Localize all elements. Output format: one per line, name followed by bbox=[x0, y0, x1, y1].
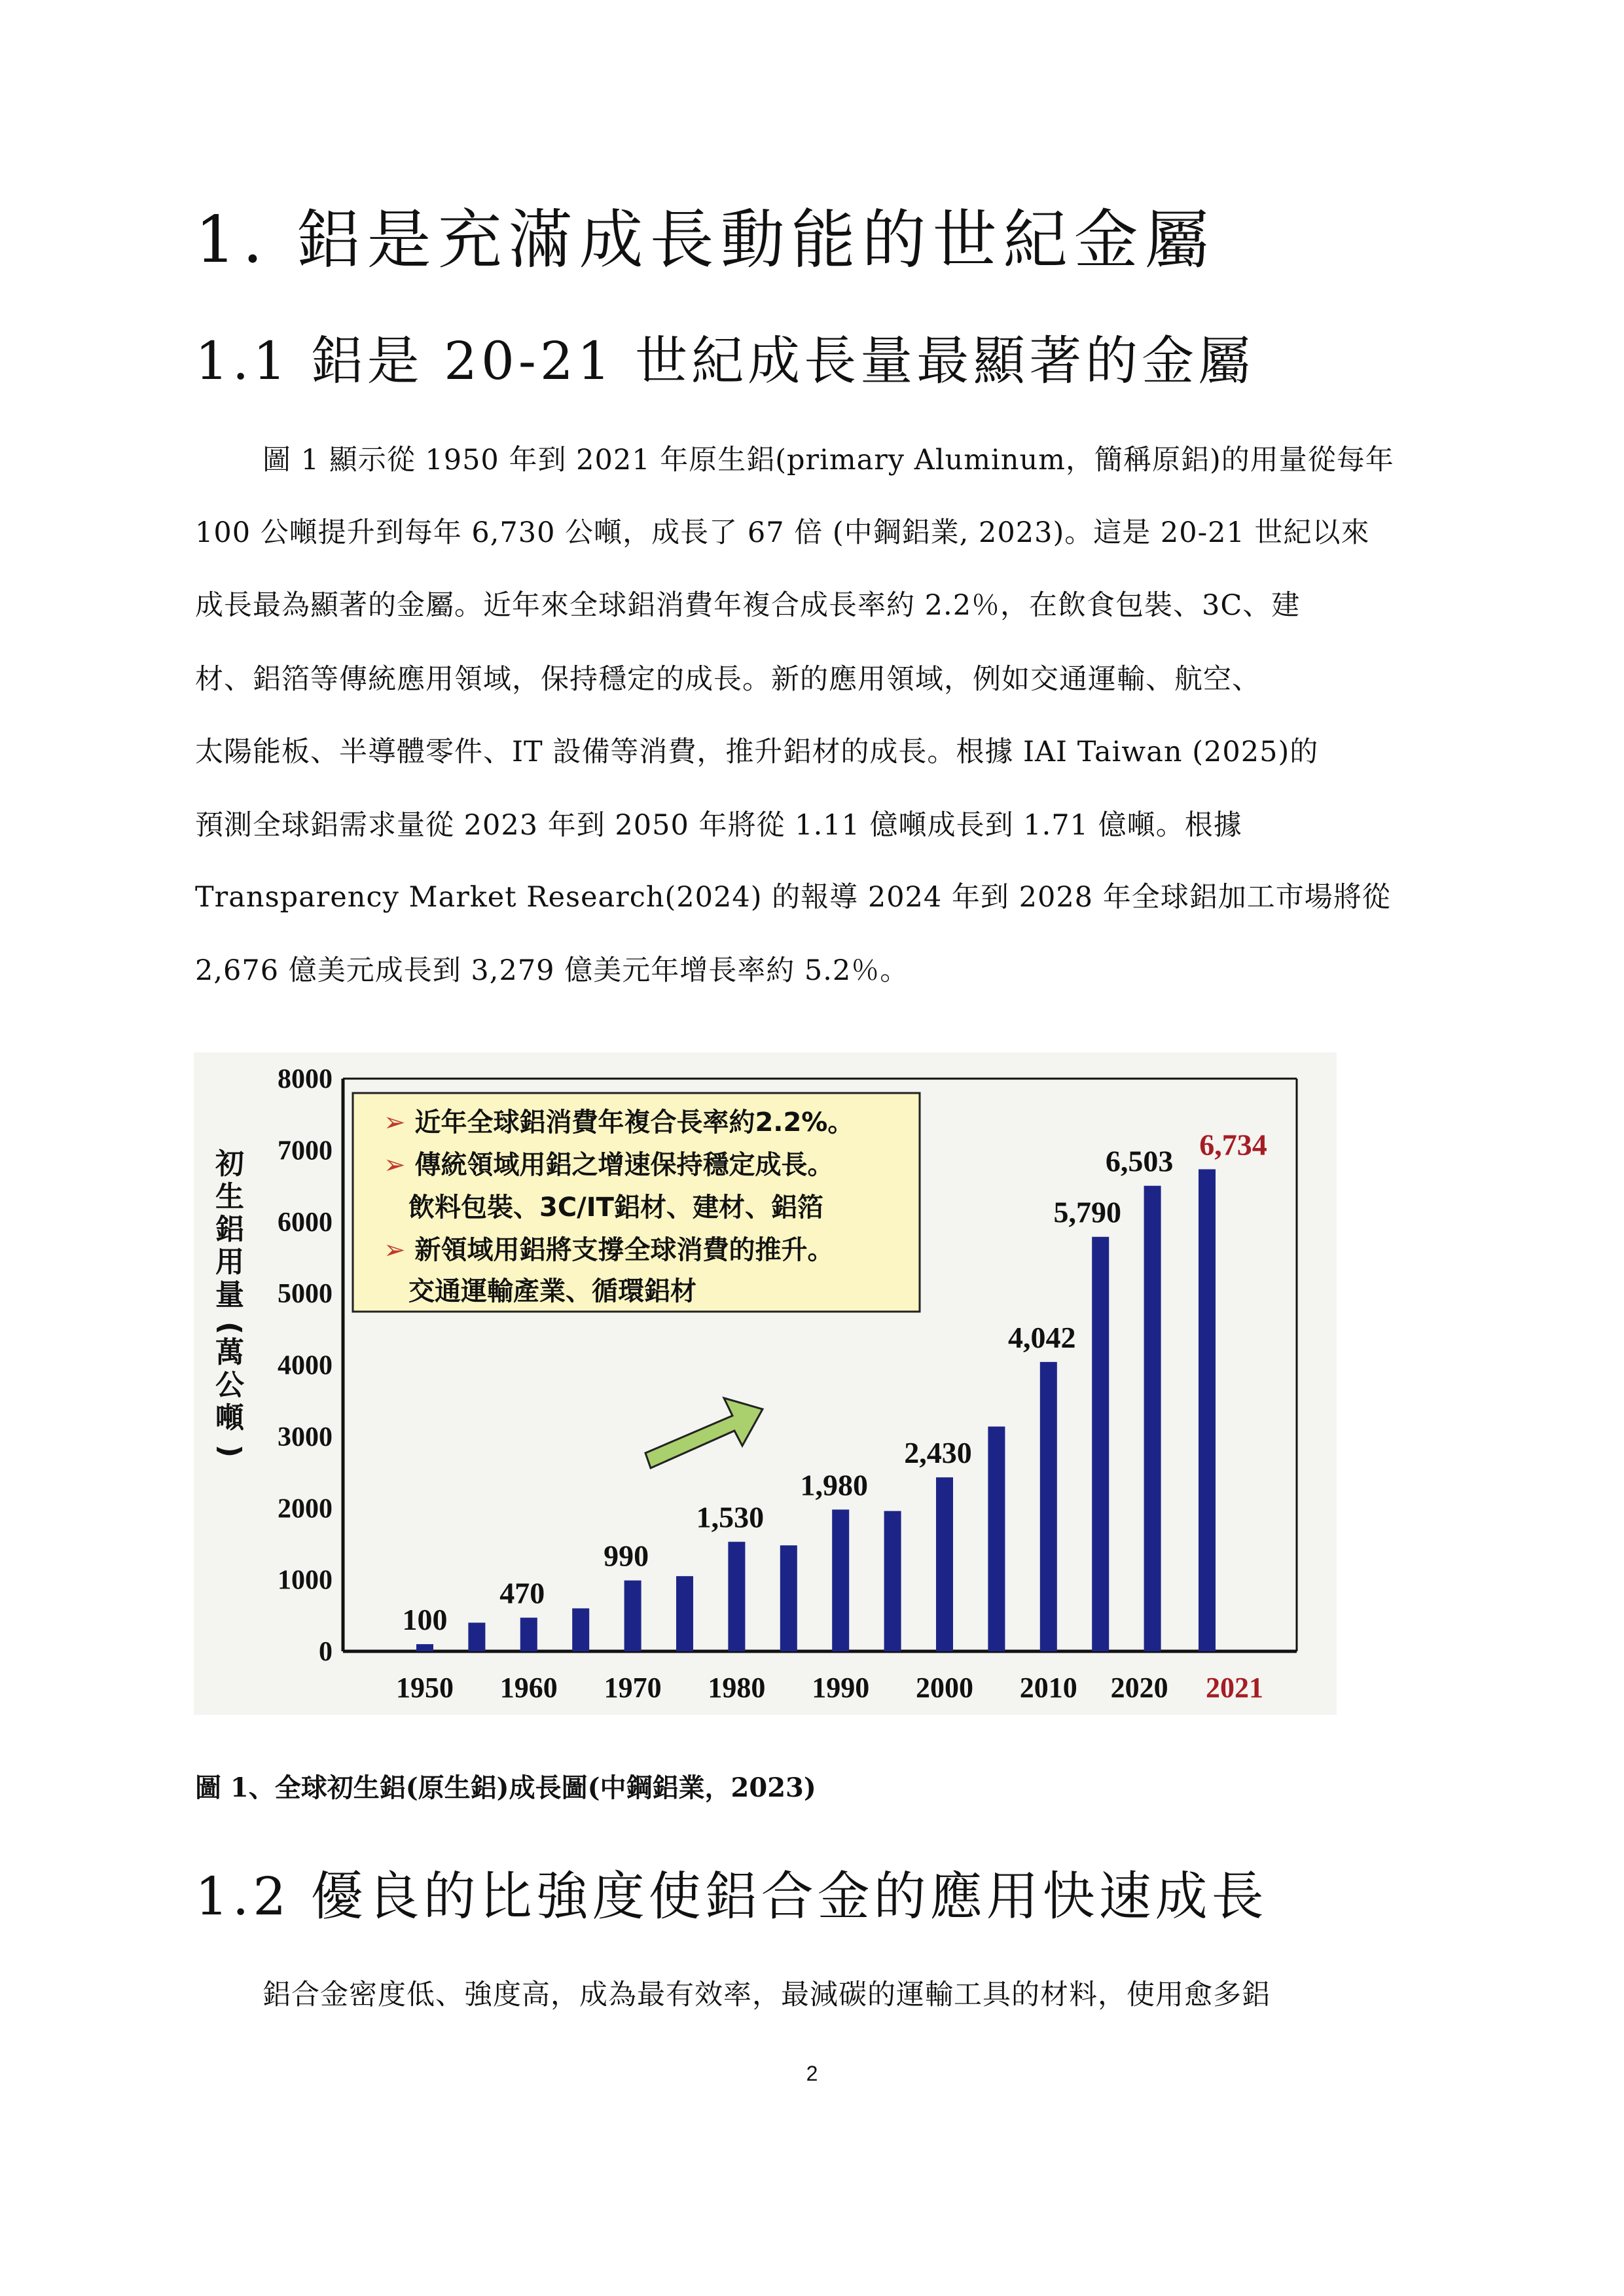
bar-1955 bbox=[468, 1623, 485, 1651]
paragraph-line: 100 公噸提升到每年 6,730 公噸，成長了 67 倍 (中鋼鋁業, 2023)。這是 20-21 世紀以來 bbox=[195, 516, 1370, 549]
y-tick-label: 3000 bbox=[278, 1422, 333, 1452]
annotation-line: ➢ 傳統領域用鋁之增速保持穩定成長。 bbox=[384, 1150, 834, 1180]
x-tick-label: 2020 bbox=[1110, 1672, 1168, 1704]
bar-2021 bbox=[1199, 1169, 1216, 1651]
bullet-arrow-icon: ➢ bbox=[384, 1107, 406, 1138]
y-label-char: 噸 bbox=[215, 1401, 244, 1435]
data-label: 6,503 bbox=[1105, 1144, 1174, 1178]
y-tick-label: 5000 bbox=[278, 1279, 333, 1310]
aluminum-growth-chart bbox=[194, 1052, 1337, 1715]
chapter-heading: 1. 鋁是充滿成長動能的世紀金屬 bbox=[195, 203, 1216, 278]
section-heading-1-1: 1.1 鋁是 20-21 世紀成長量最顯著的金屬 bbox=[195, 331, 1255, 391]
bullet-arrow-icon: ➢ bbox=[384, 1150, 406, 1180]
y-label-char: 量 bbox=[215, 1278, 244, 1312]
data-label: 6,734 bbox=[1199, 1128, 1267, 1162]
x-tick-labels bbox=[396, 1672, 1263, 1704]
paragraph-line: 2,676 億美元成長到 3,279 億美元年增長率約 5.2％。 bbox=[195, 954, 909, 987]
bar-1995 bbox=[884, 1511, 901, 1651]
x-tick-label: 2010 bbox=[1019, 1672, 1077, 1704]
y-tick-label: 2000 bbox=[278, 1494, 333, 1524]
paragraph-line: Transparency Market Research(2024) 的報導 2024 年到 2028 年全球鋁加工市場將從 bbox=[195, 881, 1391, 914]
paragraph-line: 預測全球鋁需求量從 2023 年到 2050 年將從 1.11 億噸成長到 1.71 億噸。根據 bbox=[195, 809, 1242, 842]
data-label: 1,980 bbox=[800, 1468, 868, 1502]
data-label: 990 bbox=[604, 1539, 649, 1573]
bar-1960 bbox=[520, 1618, 537, 1651]
y-tick-label: 7000 bbox=[278, 1136, 333, 1166]
x-tick-label: 2021 bbox=[1206, 1672, 1263, 1704]
paragraph-line: 圖 1 顯示從 1950 年到 2021 年原生鋁(primary Aluminum，簡稱原鋁)的用量從每年 bbox=[262, 444, 1394, 476]
bar-2015 bbox=[1092, 1237, 1109, 1651]
y-tick-label: 0 bbox=[319, 1637, 333, 1667]
y-label-char: 萬 bbox=[215, 1336, 244, 1369]
y-label-char: 生 bbox=[215, 1180, 244, 1213]
y-label-char: 公 bbox=[215, 1369, 244, 1402]
annotation-line: ➢ 近年全球鋁消費年複合長率約2.2%。 bbox=[384, 1107, 854, 1138]
bar-1965 bbox=[572, 1608, 589, 1651]
y-label-char: 初 bbox=[215, 1147, 244, 1181]
data-label: 470 bbox=[499, 1576, 545, 1610]
y-tick-labels bbox=[278, 1064, 333, 1667]
y-axis-label bbox=[213, 1147, 247, 1458]
paragraph-line: 成長最為顯著的金屬。近年來全球鋁消費年複合成長率約 2.2％，在飲食包裝、3C、建 bbox=[195, 589, 1301, 622]
figure-caption: 圖 1、全球初生鋁(原生鋁)成長圖(中鋼鋁業，2023) bbox=[195, 1772, 816, 1803]
annotation-line: 交通運輸產業、循環鋁材 bbox=[408, 1276, 696, 1306]
data-label: 1,530 bbox=[696, 1500, 765, 1534]
annotation-box bbox=[353, 1093, 920, 1312]
growth-arrow-icon bbox=[645, 1398, 763, 1468]
y-tick-label: 6000 bbox=[278, 1207, 333, 1238]
y-tick-label: 4000 bbox=[278, 1350, 333, 1381]
section-heading-1-2: 1.2 優良的比強度使鋁合金的應用快速成長 bbox=[195, 1866, 1268, 1927]
x-tick-label: 1990 bbox=[812, 1672, 870, 1704]
y-label-char: 用 bbox=[215, 1246, 244, 1279]
x-tick-label: 1950 bbox=[396, 1672, 454, 1704]
paragraph-line: 鋁合金密度低、強度高，成為最有效率，最減碳的運輸工具的材料，使用愈多鋁 bbox=[262, 1979, 1271, 2011]
bar-1980 bbox=[728, 1542, 745, 1651]
bar-2000 bbox=[936, 1477, 953, 1651]
data-label: 2,430 bbox=[904, 1436, 972, 1470]
x-tick-label: 1960 bbox=[499, 1672, 558, 1704]
paragraph-line: 材、鋁箔等傳統應用領域，保持穩定的成長。新的應用領域，例如交通運輸、航空、 bbox=[195, 663, 1261, 696]
bar-2005 bbox=[988, 1427, 1005, 1651]
data-label: 100 bbox=[402, 1603, 448, 1637]
bar-1950 bbox=[416, 1644, 433, 1651]
data-label: 5,790 bbox=[1053, 1195, 1121, 1229]
data-label: 4,042 bbox=[1008, 1320, 1076, 1354]
x-tick-label: 2000 bbox=[916, 1672, 973, 1704]
y-label-char: ) bbox=[213, 1444, 247, 1458]
annotation-line: 飲料包裝、3C/IT鋁材、建材、鋁箔 bbox=[408, 1193, 823, 1223]
x-tick-label: 1980 bbox=[708, 1672, 766, 1704]
bar-1975 bbox=[676, 1576, 693, 1651]
page-number: 2 bbox=[806, 2062, 818, 2085]
chart-canvas bbox=[194, 1052, 1337, 1715]
bar-2010 bbox=[1040, 1362, 1057, 1651]
annotation-line: ➢ 新領域用鋁將支撐全球消費的推升。 bbox=[384, 1235, 834, 1265]
y-label-char: 鋁 bbox=[215, 1213, 244, 1246]
bullet-arrow-icon: ➢ bbox=[384, 1235, 406, 1265]
y-tick-label: 1000 bbox=[278, 1565, 333, 1596]
bar-1985 bbox=[780, 1545, 797, 1651]
y-tick-label: 8000 bbox=[278, 1064, 333, 1094]
x-tick-label: 1970 bbox=[604, 1672, 662, 1704]
bar-1970 bbox=[624, 1581, 641, 1651]
bar-1990 bbox=[832, 1509, 849, 1651]
y-label-char: ( bbox=[213, 1321, 247, 1335]
bar-2020 bbox=[1144, 1186, 1161, 1651]
paragraph-line: 太陽能板、半導體零件、IT 設備等消費，推升鋁材的成長。根據 IAI Taiwan (2025)的 bbox=[195, 736, 1319, 768]
